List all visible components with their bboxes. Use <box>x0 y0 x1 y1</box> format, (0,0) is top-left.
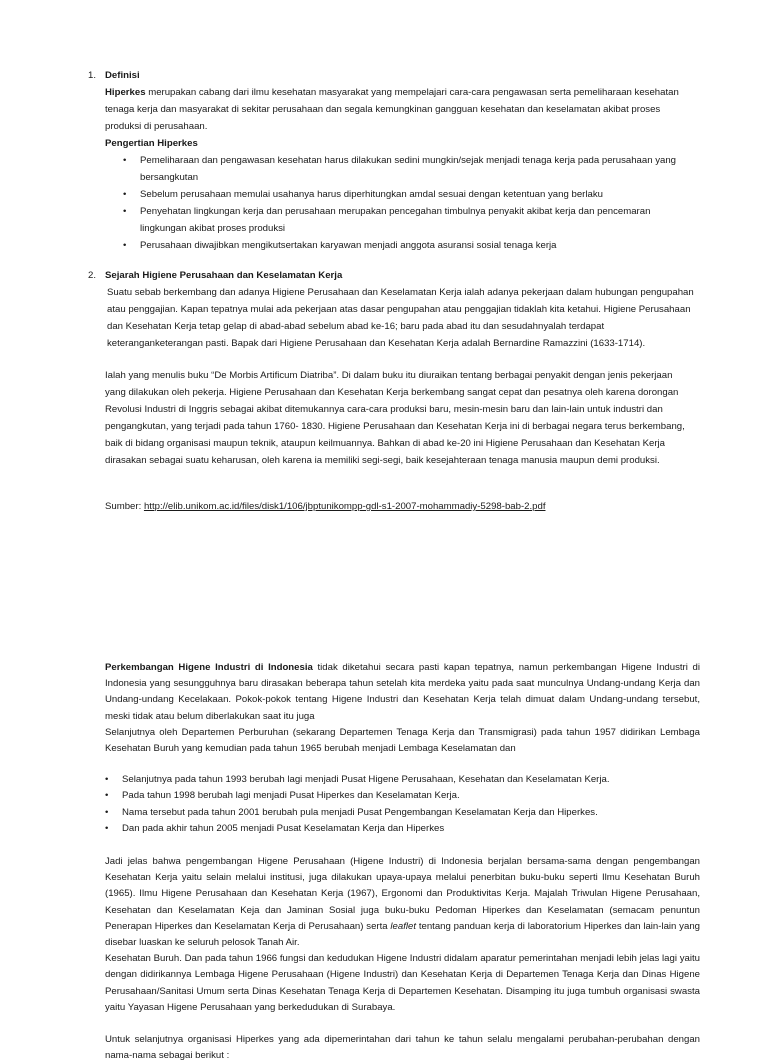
heading-text: Definisi <box>105 70 140 81</box>
paragraph <box>105 854 700 951</box>
definition-term: Hiperkes <box>105 87 146 98</box>
source-line <box>105 498 705 515</box>
list-item: • Pemeliharaan dan pengawasan kesehatan harus dilakukan sedini mungkin/sejak menjadi tenaga kerja pada perusahaan yang bersangkutan <box>140 152 695 186</box>
section-definisi <box>88 67 695 254</box>
italic-term: leaflet <box>390 920 417 932</box>
list-item: • Selanjutnya pada tahun 1993 berubah lagi menjadi Pusat Higene Perusahaan, Kesehatan dan Keselamatan Kerja. <box>122 772 700 788</box>
definition-paragraph <box>105 84 695 135</box>
section-perkembangan <box>105 660 700 1064</box>
section-sejarah <box>88 267 695 469</box>
list-item: • Nama tersebut pada tahun 2001 berubah pula menjadi Pusat Pengembangan Keselamatan Kerja dan Hiperkes. <box>122 805 700 821</box>
bullet-list <box>140 152 695 254</box>
source-label: Sumber: <box>105 501 144 512</box>
paragraph: Untuk selanjutnya organisasi Hiperkes yang ada dipemerintahan dari tahun ke tahun selalu mengalami perubahan-perubahan dengan nama-nama sebagai berikut : <box>105 1034 700 1062</box>
section-heading <box>88 267 695 284</box>
subheading <box>105 135 695 152</box>
list-item: • Dan pada akhir tahun 2005 menjadi Pusat Keselamatan Kerja dan Hiperkes <box>122 821 700 837</box>
paragraph: Ialah yang menulis buku “De Morbis Artificum Diatriba”. Di dalam buku itu diuraikan tentang berbagai penyakit dengan jenis pekerjaan yang dilakukan oleh pekerja. Higiene Perusahaan dan Kesehatan Kerja berkembang sangat cepat dan pesatnya oleh karena dorongan Revolusi Industri di Inggris sebagai akibat ditemukannya cara-cara produksi baru, mesin-mesin baru dan lain-lain untuk industri dan pengangkutan, yang terjadi pada tahun 1760- 1830. Higiene Perusahaan dan Kesehatan Kerja ini di berbagai negara terus berkembang, baik di bidang organisasi maupun teknik, ataupun keilmuannya. Bahkan di abad ke-20 ini Higiene Perusahaan dan Kesehatan Kerja dirasakan sebagai suatu keharusan, oleh karena ia memiliki segi-segi, baik kesejahteraan tenaga manusia maupun demi produksi. <box>105 370 685 466</box>
bullet-list <box>122 772 700 837</box>
paragraph: Kesehatan Buruh. Dan pada tahun 1966 fungsi dan kedudukan Higene Industri didalam aparatur pemerintahan menjadi lebih jelas lagi yaitu dengan didirikannya Lembaga Higene Perusahaan (Higene Industri) dan Kesehatan Kerja di Departemen Tenaga Kerja dan Dinas Higene Perusahaan/Sanitasi Umum serta Dinas Kesehatan Tenaga Kerja di Departemen Kesehatan. Disamping itu juga tumbuh organisasi swasta yaitu Yayasan Higene Perusahaan yang berkedudukan di Surabaya. <box>105 953 700 1013</box>
subheading-text: Pengertian Hiperkes <box>105 138 198 149</box>
heading-text: Sejarah Higiene Perusahaan dan Keselamatan Kerja <box>105 270 343 281</box>
list-item: • Perusahaan diwajibkan mengikutsertakan karyawan menjadi anggota asuransi sosial tenaga kerja <box>140 237 695 254</box>
source-link[interactable]: http://elib.unikom.ac.id/files/disk1/106/jbptunikompp-gdl-s1-2007-mohammadiy-5298-bab-2.pdf <box>143 501 546 512</box>
paragraph-text: Jadi jelas bahwa pengembangan Higene Perusahaan (Higene Industri) di Indonesia berjalan bersama-sama dengan pengembangan Kesehatan Kerja yaitu selain melalui institusi, juga dilakukan upaya-upaya melalui penerbitan buku-buku seperti Ilmu Kesehatan Buruh (1965). Ilmu Higene Perusahaan dan Kesehatan Kerja (1967), Ergonomi dan Produktivitas Kerja. Majalah Triwulan Higene Perusahaan, Kesehatan dan Keselamatan Keja dan Jaminan Sosial juga buku-buku Pedoman Hiperkes dan Keselamatan (semacam penuntun Penerapan Hiperkes dan Keselamatan Kerja di Perusahaan) serta <box>105 856 700 932</box>
paragraph <box>105 660 700 725</box>
list-item: • Sebelum perusahaan memulai usahanya harus diperhitungkan amdal sesuai dengan ketentuan yang berlaku <box>140 186 695 203</box>
section-heading <box>88 67 695 84</box>
paragraph: Selanjutnya oleh Departemen Perburuhan (sekarang Departemen Tenaga Kerja dan Transmigrasi) pada tahun 1957 didirikan Lembaga Kesehatan Buruh yang kemudian pada tahun 1965 berubah menjadi Lembaga Keselamatan dan <box>105 726 700 755</box>
list-item: • Penyehatan lingkungan kerja dan perusahaan merupakan pencegahan timbulnya penyakit akibat kerja dan pencemaran lingkungan akibat proses produksi <box>140 203 695 237</box>
paragraph-text: tentang panduan kerja di laboratorium Hiperkes dan lain-lain yang disebar luaskan ke seluruh pelosok Tanah Air. <box>105 920 700 949</box>
definition-text: merupakan cabang dari ilmu kesehatan masyarakat yang mempelajari cara-cara pengawasan serta pemeliharaan kesehatan tenaga kerja dan masyarakat di sekitar perusahaan dan segala kemungkinan gangguan kesehatan dan keselamatan akibat proses produksi di perusahaan. <box>105 87 679 132</box>
section-number: 2. <box>88 270 97 281</box>
paragraph-text: tidak diketahui secara pasti kapan tepatnya, namun perkembangan Higene Industri di Indonesia yang sesungguhnya baru dirasakan beberapa tahun setelah kita merdeka yaitu pada saat munculnya Undang-undang Kerja dan Undang-undang Kecelakaan. Pokok-pokok tentang Higene Industri dan Kesehatan Kerja telah dimuat dalam Undang-undang tersebut, meski tidak atau belum diberlakukan saat itu juga <box>105 662 700 722</box>
lead-bold-text: Perkembangan Higene Industri di Indonesia <box>105 662 313 673</box>
section-number: 1. <box>88 70 97 81</box>
list-item: • Pada tahun 1998 berubah lagi menjadi Pusat Hiperkes dan Keselamatan Kerja. <box>122 788 700 804</box>
paragraph: Suatu sebab berkembang dan adanya Higiene Perusahaan dan Keselamatan Kerja ialah adanya pekerjaan dalam hubungan pengupahan atau penggajian. Kapan tepatnya mulai ada pekerjaan atas dasar pengupahan atau penggajian tidaklah kita ketahui. Higiene Perusahaan dan Kesehatan Kerja tetap gelap di abad-abad sebelum abad ke-16; baru pada abad itu dan sesudahnyalah terdapat keteranganketerangan pasti. Bapak dari Higiene Perusahaan dan Kesehatan Kerja adalah Bernardine Ramazzini (1633-1714). <box>107 287 694 349</box>
